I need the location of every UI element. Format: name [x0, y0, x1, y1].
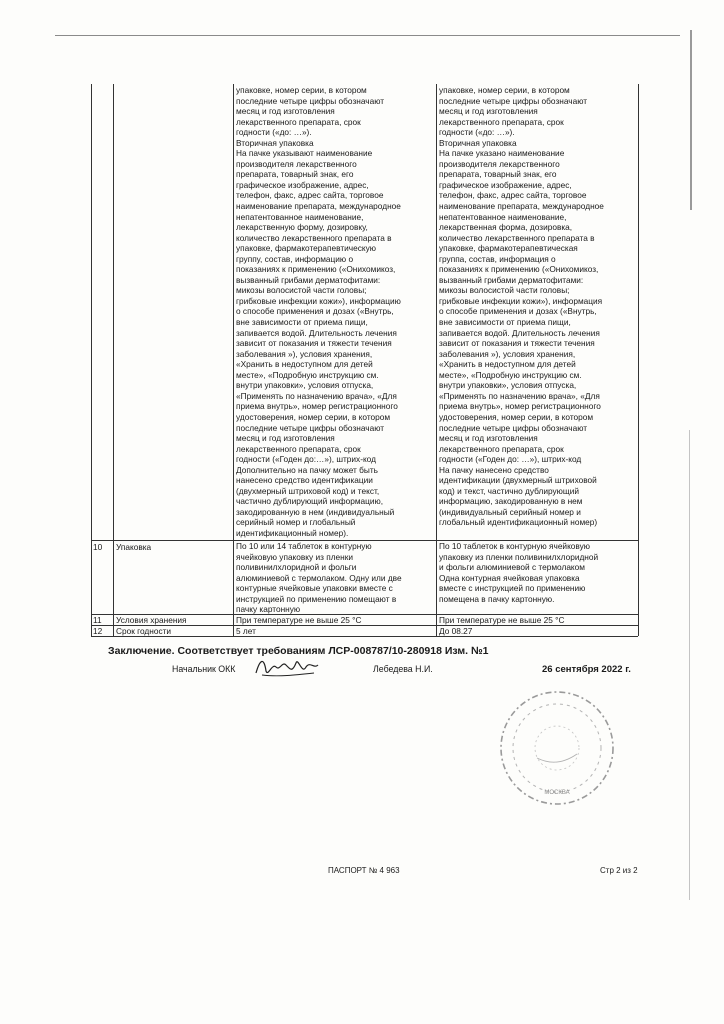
left-col-line: месте», «Подробную инструкцию см.: [236, 369, 379, 380]
right-col-line: годности («Годен до: …»), штрих-код: [439, 454, 582, 465]
left-col-line: годности («Годен до:…»), штрих-код: [236, 454, 376, 465]
left-col-line: графическое изображение, адрес,: [236, 179, 369, 190]
right-col-line: запивается водой. Длительность лечения: [439, 327, 600, 338]
row-10-left-line: ячейковую упаковку из пленки: [236, 551, 354, 562]
stamp-city-text: МОСКВА: [544, 790, 570, 796]
signatory-name: Лебедева Н.И.: [373, 664, 433, 674]
row-11-left: [236, 615, 434, 626]
right-col-line: идентификации (двухмерный штриховой: [439, 475, 597, 486]
passport-number: ПАСПОРТ № 4 963: [328, 866, 400, 875]
right-col-line: информацию, закодированную в нем: [439, 496, 583, 507]
scan-edge-right: [690, 30, 692, 210]
left-col-line: наименование препарата, международное: [236, 201, 401, 212]
left-col-line: последние четыре цифры обозначают: [236, 422, 385, 433]
left-col-line: зависит от показания и тяжести течения: [236, 338, 392, 349]
row-11-right: [439, 615, 637, 626]
row-10-right-line: По 10 таблеток в контурную ячейковую: [439, 541, 591, 551]
row-10-right-line: Одна контурная ячейковая упаковка: [439, 572, 580, 583]
right-col-line: лекарственная форма, дозировка,: [439, 222, 573, 233]
left-col-line: последние четыре цифры обозначают: [236, 95, 385, 106]
left-col-line: непатентованное наименование,: [236, 211, 364, 222]
left-col-line: лекарственного препарата, срок: [236, 443, 361, 454]
left-col-line: препарата, товарный знак, его: [236, 169, 354, 180]
row-10-right-line: вместе с инструкцией по применению: [439, 583, 586, 594]
handwritten-signature: [252, 653, 322, 681]
row-11-number: 11: [93, 615, 102, 625]
row-11-name: Условия хранения: [116, 615, 187, 625]
left-col-line: закодированную в нем (индивидуальный: [236, 506, 395, 517]
row-10-right-line: упаковку из пленки поливинилхлоридной: [439, 551, 599, 562]
row-10-name: Упаковка: [116, 542, 152, 552]
left-col-line: «Хранить в недоступном для детей: [236, 359, 373, 370]
left-col-line: нанесено средство идентификации: [236, 475, 373, 486]
left-col-line: «Применять по назначению врача», «Для: [236, 390, 397, 401]
left-col-continued: [236, 85, 434, 539]
right-col-line: последние четыре цифры обозначают: [439, 422, 588, 433]
table-border-left: [91, 84, 92, 636]
left-col-line: Вторичная упаковка: [236, 137, 314, 148]
table-border-right: [638, 84, 639, 636]
right-col-line: (индивидуальный серийный номер и: [439, 506, 581, 517]
right-col-line: грибковые инфекции кожи»), информация: [439, 295, 603, 306]
left-col-line: годности («до: …»).: [236, 127, 312, 138]
scan-edge-right-lower: [689, 430, 690, 900]
left-col-line: месяц и год изготовления: [236, 433, 335, 444]
round-seal-stamp: [497, 688, 617, 808]
row-10-left-line: поливинилхлоридной и фольги: [236, 562, 357, 573]
row-11-left-line: При температуре не выше 25 °С: [236, 615, 362, 625]
right-col-continued: [439, 85, 637, 528]
left-col-line: лекарственную форму, дозировку,: [236, 222, 368, 233]
row-10-left-line: По 10 или 14 таблеток в контурную: [236, 541, 372, 551]
row-10-left-line: алюминиевой с термолаком. Одну или две: [236, 572, 402, 583]
right-col-line: приема внутрь», номер регистрационного: [439, 401, 601, 412]
right-col-line: графическое изображение, адрес,: [439, 179, 572, 190]
left-col-line: запивается водой. Длительность лечения: [236, 327, 397, 338]
right-col-line: глобальный идентификационный номер): [439, 517, 598, 528]
right-col-line: вне зависимости от приема пищи,: [439, 317, 571, 328]
left-col-line: приема внутрь», номер регистрационного: [236, 401, 398, 412]
row-10-left: [236, 541, 434, 615]
right-col-line: показаниях к применению («Онихомикоз,: [439, 264, 599, 275]
left-col-line: внутри упаковки», условия отпуска,: [236, 380, 374, 391]
right-col-line: лекарственного препарата, срок: [439, 443, 564, 454]
row-10-right: [439, 541, 637, 604]
right-col-line: последние четыре цифры обозначают: [439, 95, 588, 106]
right-col-line: На пачке указано наименование: [439, 148, 565, 159]
right-col-line: количество лекарственного препарата в: [439, 232, 595, 243]
left-col-line: количество лекарственного препарата в: [236, 232, 392, 243]
row-10-left-line: пачку картонную: [236, 604, 301, 615]
right-col-line: производителя лекарственного: [439, 158, 560, 169]
left-col-line: микозы волосистой части головы;: [236, 285, 367, 296]
left-col-line: идентификационный номер).: [236, 527, 349, 538]
table-divider-right-col: [436, 84, 437, 636]
left-col-line: телефон, факс, адрес сайта, торговое: [236, 190, 384, 201]
right-col-line: код) и текст, частично дублирующий: [439, 485, 579, 496]
row-10-number: 10: [93, 542, 103, 552]
left-col-line: вне зависимости от приема пищи,: [236, 317, 368, 328]
right-col-line: На пачку нанесено средство: [439, 464, 549, 475]
row-11-right-line: При температуре не выше 25 °С: [439, 615, 565, 625]
right-col-line: о способе применения и дозах («Внутрь,: [439, 306, 597, 317]
left-col-line: месяц и год изготовления: [236, 106, 335, 117]
right-col-line: заболевания »), условия хранения,: [439, 348, 576, 359]
left-col-line: вызванный грибами дерматофитами:: [236, 274, 381, 285]
right-col-line: удостоверения, номер серии, в котором: [439, 411, 594, 422]
page-number: Стр 2 из 2: [600, 866, 638, 875]
row-10-right-line: помещена в пачку картонную.: [439, 593, 555, 604]
right-col-line: упаковке, номер серии, в котором: [439, 85, 570, 95]
left-col-line: На пачке указывают наименование: [236, 148, 373, 159]
left-col-line: упаковке, фармакотерапевтическую: [236, 243, 376, 254]
row-12-name: Срок годности: [116, 626, 172, 636]
left-col-line: упаковке, номер серии, в котором: [236, 85, 367, 95]
right-col-line: лекарственного препарата, срок: [439, 116, 564, 127]
conclusion-text: Заключение. Соответствует требованиям ЛСР-008787/10-280918 Изм. №1: [108, 645, 489, 657]
right-col-line: группа, состав, информация о: [439, 253, 556, 264]
right-col-line: «Применять по назначению врача», «Для: [439, 390, 600, 401]
row-10-left-line: инструкцией по применению помещают в: [236, 593, 397, 604]
row-12-right-line: До 08.27: [439, 626, 473, 636]
scan-edge-top: [55, 35, 680, 36]
right-col-line: месте», «Подробную инструкцию см.: [439, 369, 582, 380]
left-col-line: Дополнительно на пачку может быть: [236, 464, 379, 475]
row-12-right: [439, 626, 637, 637]
left-col-line: группу, состав, информацию о: [236, 253, 354, 264]
left-col-line: частично дублирующий информацию,: [236, 496, 384, 507]
left-col-line: (двухмерный штриховой код) и текст,: [236, 485, 380, 496]
right-col-line: наименование препарата, международное: [439, 201, 604, 212]
signatory-position: Начальник ОКК: [172, 664, 236, 674]
left-col-line: о способе применения и дозах («Внутрь,: [236, 306, 394, 317]
left-col-line: удостоверения, номер серии, в котором: [236, 411, 391, 422]
right-col-line: вызванный грибами дерматофитами:: [439, 274, 584, 285]
table-divider-left-col: [233, 84, 234, 636]
right-col-line: внутри упаковки», условия отпуска,: [439, 380, 577, 391]
row-12-left-line: 5 лет: [236, 626, 256, 636]
row-10-left-line: контурные ячейковые упаковки вместе с: [236, 583, 393, 594]
row-12-left: [236, 626, 434, 637]
right-col-line: препарата, товарный знак, его: [439, 169, 557, 180]
row-12-number: 12: [93, 626, 103, 636]
signature-date: 26 сентября 2022 г.: [542, 664, 631, 675]
right-col-line: зависит от показания и тяжести течения: [439, 338, 595, 349]
table-divider-name: [113, 84, 114, 636]
right-col-line: микозы волосистой части головы;: [439, 285, 570, 296]
left-col-line: заболевания »), условия хранения,: [236, 348, 373, 359]
right-col-line: упаковке, фармакотерапевтическая: [439, 243, 578, 254]
right-col-line: месяц и год изготовления: [439, 106, 538, 117]
row-10-right-line: и фольги алюминиевой с термолаком: [439, 562, 585, 573]
right-col-line: годности («до: …»).: [439, 127, 515, 138]
left-col-line: грибковые инфекции кожи»), информацию: [236, 295, 401, 306]
right-col-line: месяц и год изготовления: [439, 433, 538, 444]
left-col-line: серийный номер и глобальный: [236, 517, 356, 528]
right-col-line: Вторичная упаковка: [439, 137, 517, 148]
left-col-line: лекарственного препарата, срок: [236, 116, 361, 127]
right-col-line: «Хранить в недоступном для детей: [439, 359, 576, 370]
right-col-line: телефон, факс, адрес сайта, торговое: [439, 190, 587, 201]
left-col-line: показаниях к применению («Онихомикоз,: [236, 264, 396, 275]
left-col-line: производителя лекарственного: [236, 158, 357, 169]
right-col-line: непатентованное наименование,: [439, 211, 567, 222]
